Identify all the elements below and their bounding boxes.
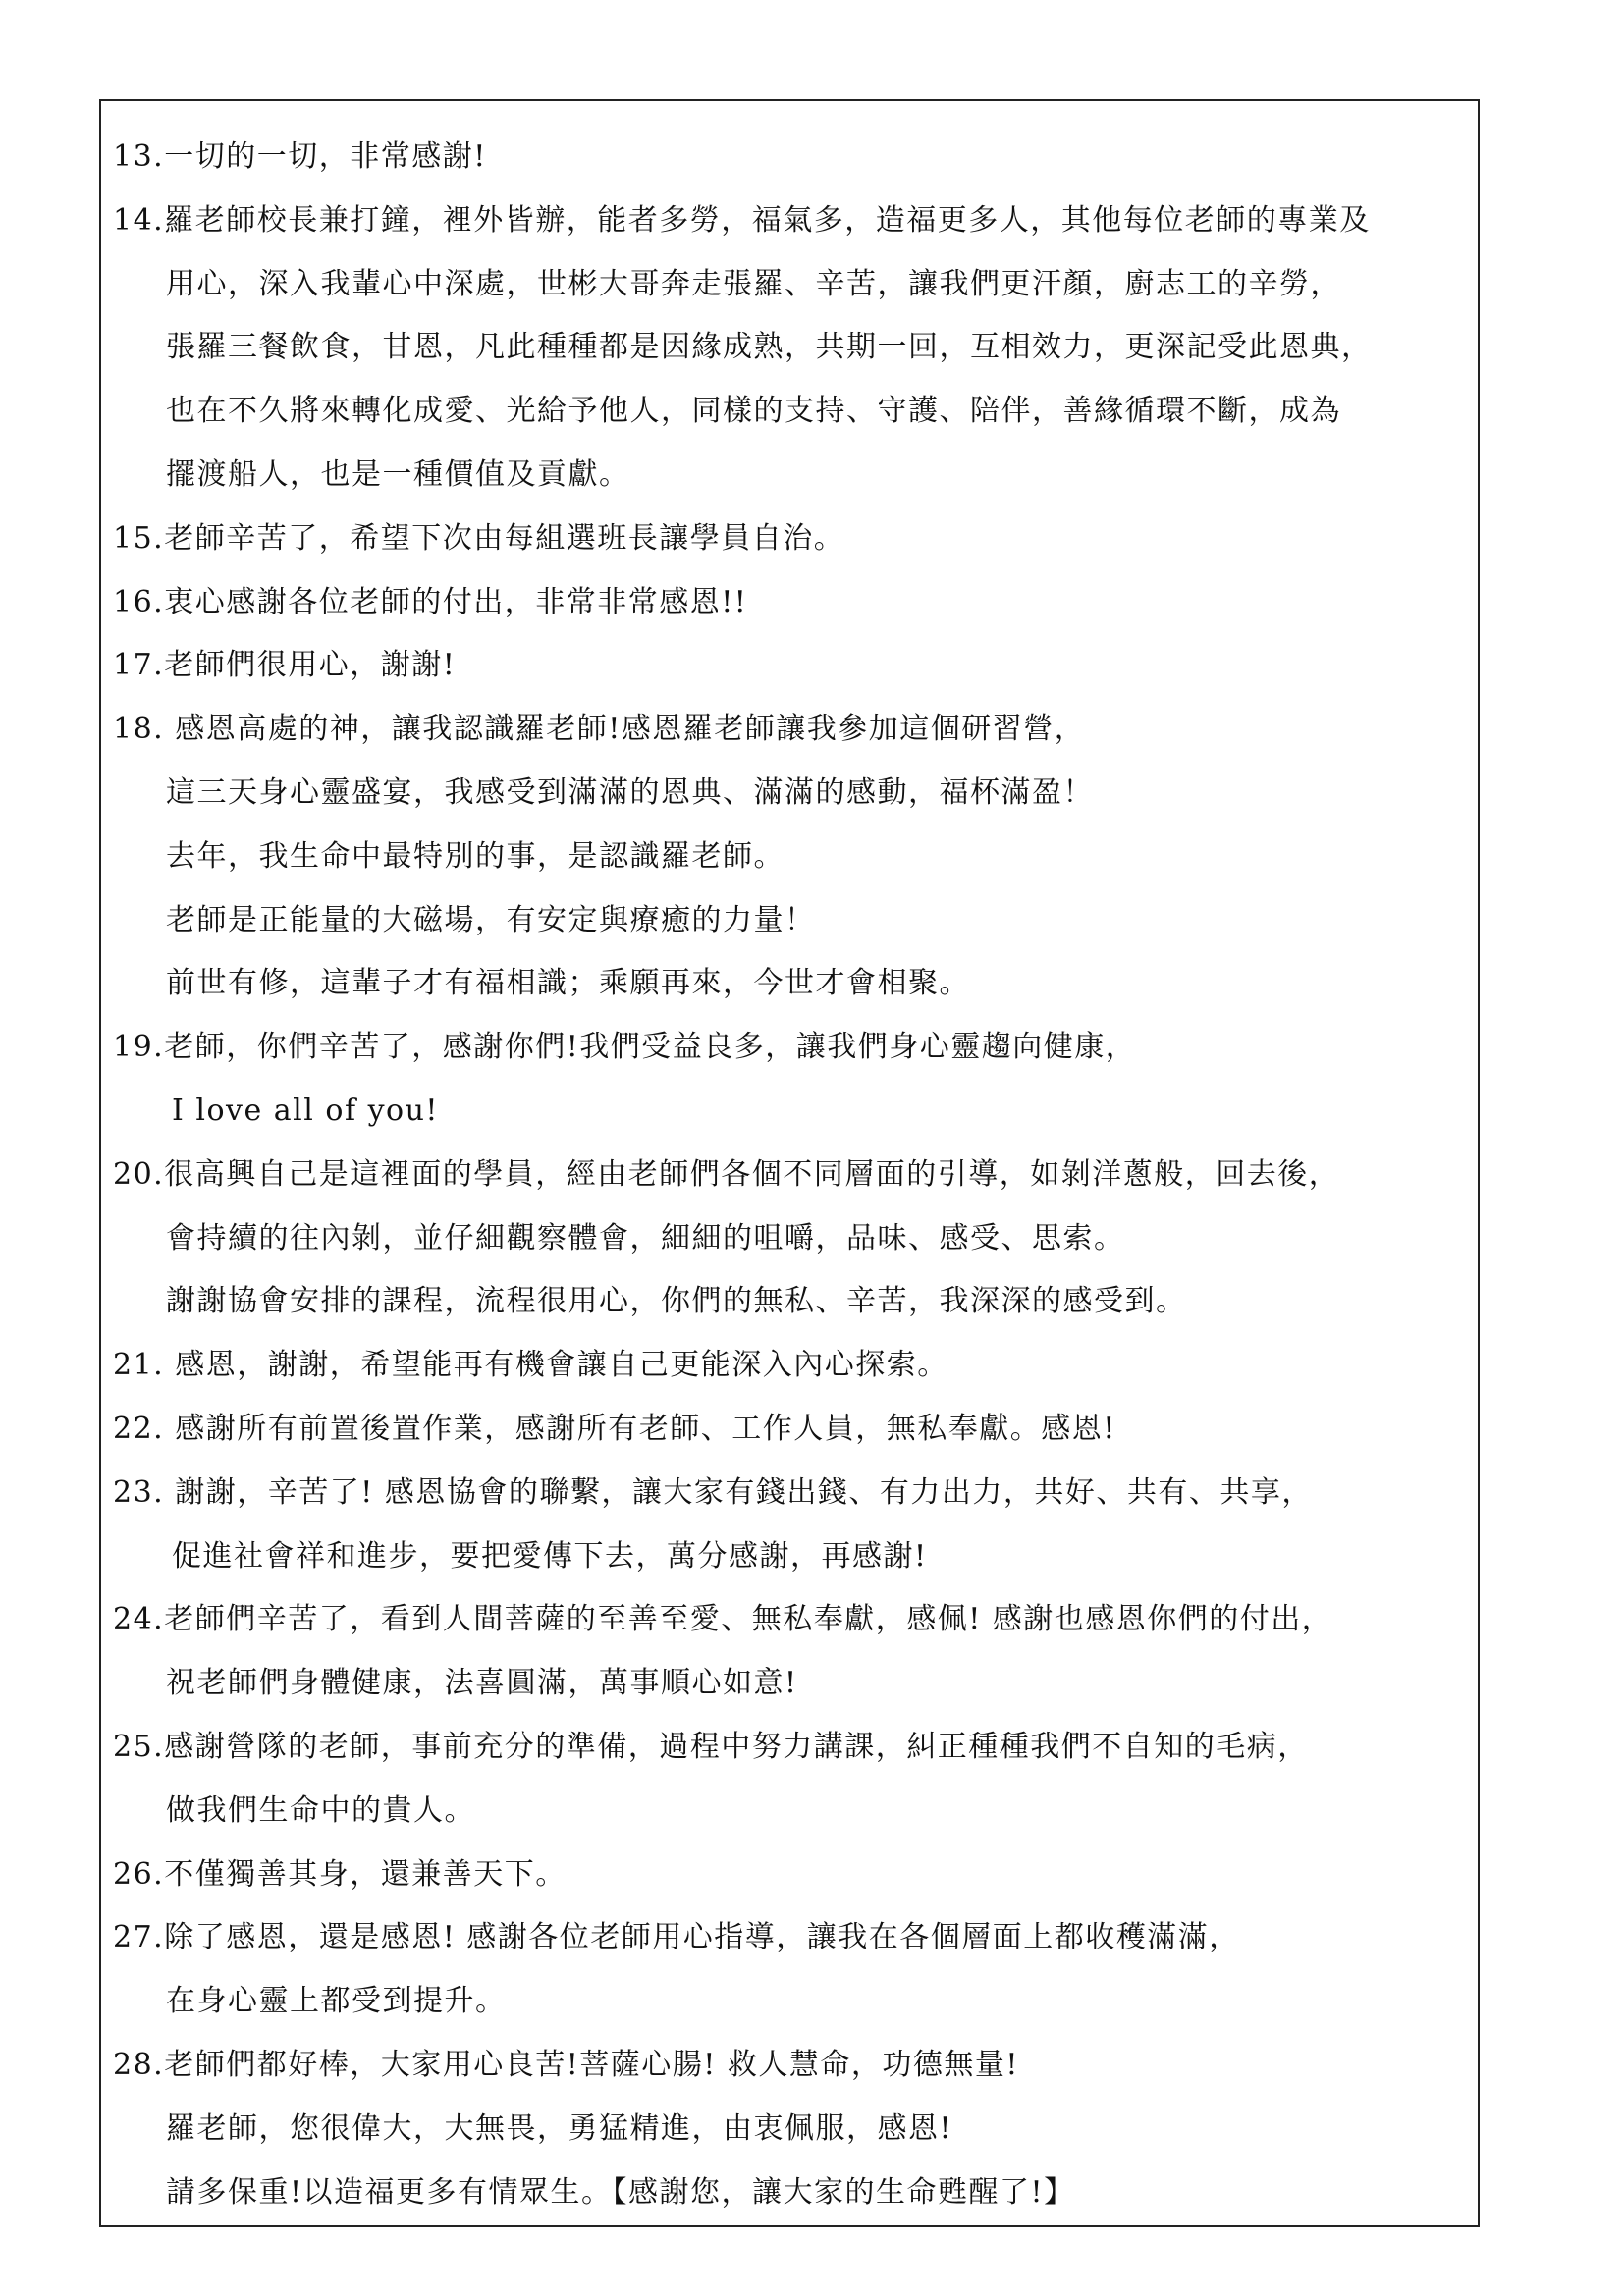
entry-line: 28.老師們都好棒，大家用心良苦!菩薩心腸! 救人慧命，功德無量! — [113, 2047, 1019, 2082]
entry-line: 24.老師們辛苦了，看到人間菩薩的至善至愛、無私奉獻，感佩! 感謝也感恩你們的付出， — [113, 1602, 1333, 1637]
entry-26 — [113, 1843, 1468, 1907]
entry-line: 擺渡船人，也是一種價值及貢獻。 — [166, 456, 630, 492]
entry-line: 羅老師，您很偉大，大無畏，勇猛精進，由衷佩服，感恩! — [166, 2110, 953, 2146]
entry-line: 做我們生命中的貴人。 — [166, 1792, 475, 1828]
entry-line: 也在不久將來轉化成愛、光給予他人，同樣的支持、守護、陪伴，善緣循環不斷，成為 — [166, 394, 1341, 429]
entry-line: 25.感謝營隊的老師，事前充分的準備，過程中努力講課，糾正種種我們不自知的毛病， — [113, 1729, 1309, 1764]
entry-line: 19.老師，你們辛苦了，感謝你們!我們受益良多，讓我們身心靈趨向健康， — [113, 1030, 1137, 1065]
entry-line: 在身心靈上都受到提升。 — [166, 1984, 507, 2019]
entry-20 — [113, 1144, 1468, 1334]
entry-13 — [113, 126, 1468, 189]
entry-line: 這三天身心靈盛宴，我感受到滿滿的恩典、滿滿的感動，福杯滿盈！ — [166, 774, 1094, 810]
feedback-list — [113, 126, 1468, 2224]
entry-18 — [113, 698, 1468, 1016]
entry-line: 20.很高興自己是這裡面的學員，經由老師們各個不同層面的引導，如剝洋蔥般，回去後， — [113, 1156, 1340, 1192]
entry-line: 老師是正能量的大磁場，有安定與療癒的力量！ — [166, 902, 816, 937]
entry-line: 13.一切的一切，非常感謝! — [113, 139, 487, 174]
entry-19 — [113, 1016, 1468, 1144]
entry-line: 18. 感恩高處的神，讓我認識羅老師!感恩羅老師讓我參加這個研習營， — [113, 712, 1086, 747]
entry-line: 23. 謝謝，辛苦了! 感恩協會的聯繫，讓大家有錢出錢、有力出力，共好、共有、共享， — [113, 1474, 1313, 1510]
entry-line: 21. 感恩，謝謝，希望能再有機會讓自己更能深入內心探索。 — [113, 1348, 948, 1383]
entry-24 — [113, 1588, 1468, 1716]
entry-line: 16.衷心感謝各位老師的付出，非常非常感恩!! — [113, 584, 748, 619]
entry-22 — [113, 1398, 1468, 1462]
entry-line: 27.除了感恩，還是感恩! 感謝各位老師用心指導，讓我在各個層面上都收穫滿滿， — [113, 1920, 1240, 1955]
entry-line: 會持續的往內剝，並仔細觀察體會，細細的咀嚼，品味、感受、思索。 — [166, 1220, 1125, 1255]
entry-line: 17.老師們很用心，謝謝! — [113, 648, 457, 683]
entry-16 — [113, 571, 1468, 635]
entry-27 — [113, 1906, 1468, 2034]
entry-line: 謝謝協會安排的課程，流程很用心，你們的無私、辛苦，我深深的感受到。 — [166, 1284, 1187, 1319]
entry-line: 祝老師們身體健康，法喜圓滿，萬事順心如意! — [166, 1666, 798, 1701]
entry-28 — [113, 2034, 1468, 2224]
entry-line: 去年，我生命中最特別的事，是認識羅老師。 — [166, 838, 785, 874]
entry-17 — [113, 634, 1468, 698]
entry-line: 22. 感謝所有前置後置作業，感謝所有老師、工作人員，無私奉獻。感恩! — [113, 1411, 1116, 1446]
entry-line: 15.老師辛苦了，希望下次由每組選班長讓學員自治。 — [113, 520, 845, 556]
entry-line: 14.羅老師校長兼打鐘，裡外皆辦，能者多勞，福氣多，造福更多人，其他每位老師的專業及 — [113, 202, 1371, 238]
entry-line: 請多保重!以造福更多有情眾生。【感謝您，讓大家的生命甦醒了!】 — [166, 2174, 1075, 2210]
entry-line: 促進社會祥和進步，要把愛傳下去，萬分感謝，再感謝! — [172, 1538, 928, 1574]
entry-23 — [113, 1462, 1468, 1589]
entry-14 — [113, 189, 1468, 507]
entry-line: 前世有修，這輩子才有福相識；乘願再來，今世才會相聚。 — [166, 966, 970, 1001]
entry-line: I love all of you! — [172, 1093, 439, 1128]
entry-line: 26.不僅獨善其身，還兼善天下。 — [113, 1856, 567, 1892]
entry-line: 張羅三餐飲食，甘恩，凡此種種都是因緣成熟，共期一回，互相效力，更深記受此恩典， — [166, 330, 1373, 365]
entry-21 — [113, 1334, 1468, 1398]
entry-25 — [113, 1716, 1468, 1843]
entry-line: 用心，深入我輩心中深處，世彬大哥奔走張羅、辛苦，讓我們更汗顏，廚志工的辛勞， — [166, 266, 1341, 301]
entry-15 — [113, 507, 1468, 571]
